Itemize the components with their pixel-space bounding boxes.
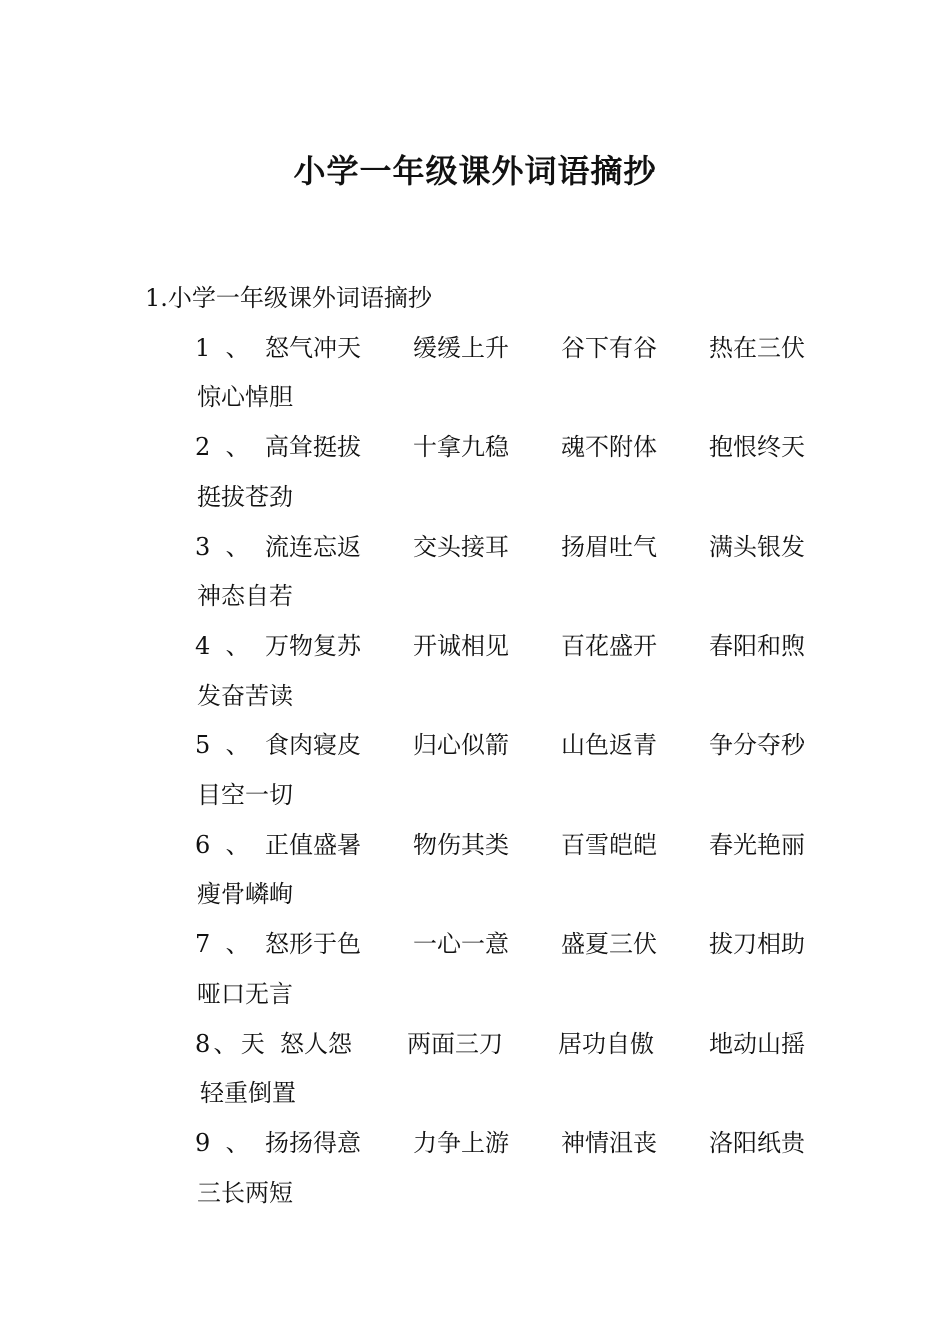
idiom-phrase: 缓缓上升 (413, 333, 509, 362)
entry-number: 2、 (195, 433, 265, 462)
idiom-phrase: 交头接耳 (413, 532, 509, 561)
idiom-phrase: 地动山摇 (709, 1029, 805, 1058)
idiom-phrase: 两面三刀 (407, 1029, 503, 1058)
idiom-phrase: 百花盛开 (561, 631, 657, 660)
idiom-phrase: 食肉寝皮 (265, 731, 361, 760)
idiom-phrase: 轻重倒置 (200, 1079, 296, 1108)
entry-list (145, 324, 805, 1219)
idiom-phrase: 流连忘返 (265, 532, 361, 561)
idiom-phrase: 谷下有谷 (561, 333, 657, 362)
idiom-phrase: 春阳和煦 (709, 631, 805, 660)
idiom-phrase: 扬眉吐气 (561, 532, 657, 561)
idiom-phrase: 天 怒人怨 (240, 1029, 352, 1058)
idiom-phrase: 居功自傲 (558, 1029, 654, 1058)
idiom-phrase: 盛夏三伏 (561, 930, 657, 959)
idiom-phrase: 抱恨终天 (709, 433, 805, 462)
word-list-entry (145, 523, 805, 622)
entry-number: 4、 (195, 631, 265, 660)
idiom-phrase: 洛阳纸贵 (709, 1128, 805, 1157)
idiom-phrase: 归心似箭 (413, 731, 509, 760)
idiom-phrase: 高耸挺拔 (265, 433, 361, 462)
idiom-phrase: 三长两短 (197, 1178, 293, 1207)
idiom-phrase: 一心一意 (413, 930, 509, 959)
idiom-phrase: 神情沮丧 (561, 1128, 657, 1157)
idiom-phrase: 开诚相见 (413, 631, 509, 660)
page-title: 小学一年级课外词语摘抄 (293, 152, 657, 191)
idiom-phrase: 挺拔苍劲 (197, 482, 293, 511)
idiom-phrase: 万物复苏 (265, 631, 361, 660)
idiom-phrase: 惊心悼胆 (197, 383, 293, 412)
word-list-entry (145, 622, 805, 721)
entry-number: 6、 (195, 830, 265, 859)
entry-number: 9、 (195, 1128, 265, 1157)
idiom-phrase: 发奋苦读 (197, 681, 293, 710)
idiom-phrase: 怒形于色 (265, 930, 361, 959)
idiom-phrase: 十拿九稳 (413, 433, 509, 462)
idiom-phrase: 扬扬得意 (265, 1128, 361, 1157)
entry-number: 8、 (195, 1029, 241, 1058)
entry-number: 7、 (195, 930, 265, 959)
idiom-phrase: 热在三伏 (709, 333, 805, 362)
idiom-phrase: 春光艳丽 (709, 830, 805, 859)
section-heading: 1.小学一年级课外词语摘抄 (145, 284, 432, 312)
word-list-entry (145, 920, 805, 1019)
idiom-phrase: 哑口无言 (197, 979, 293, 1008)
word-list-entry (145, 1119, 805, 1218)
idiom-phrase: 目空一切 (197, 781, 293, 810)
idiom-phrase: 物伤其类 (413, 830, 509, 859)
word-list-entry (145, 821, 805, 920)
idiom-phrase: 满头银发 (709, 532, 805, 561)
idiom-phrase: 神态自若 (197, 582, 293, 611)
entry-number: 3、 (195, 532, 265, 561)
idiom-phrase: 争分夺秒 (709, 731, 805, 760)
idiom-phrase: 正值盛暑 (265, 830, 361, 859)
idiom-phrase: 百雪皑皑 (561, 830, 657, 859)
word-list-entry (145, 423, 805, 522)
word-list-entry (145, 324, 805, 423)
idiom-phrase: 魂不附体 (561, 433, 657, 462)
document-body (145, 274, 805, 1218)
word-list-entry (145, 721, 805, 820)
idiom-phrase: 力争上游 (413, 1128, 509, 1157)
idiom-phrase: 瘦骨嶙峋 (197, 880, 293, 909)
entry-number: 1、 (195, 333, 265, 362)
word-list-entry (145, 1020, 805, 1119)
entry-number: 5、 (195, 731, 265, 760)
idiom-phrase: 怒气冲天 (265, 333, 361, 362)
idiom-phrase: 山色返青 (561, 731, 657, 760)
idiom-phrase: 拔刀相助 (709, 930, 805, 959)
